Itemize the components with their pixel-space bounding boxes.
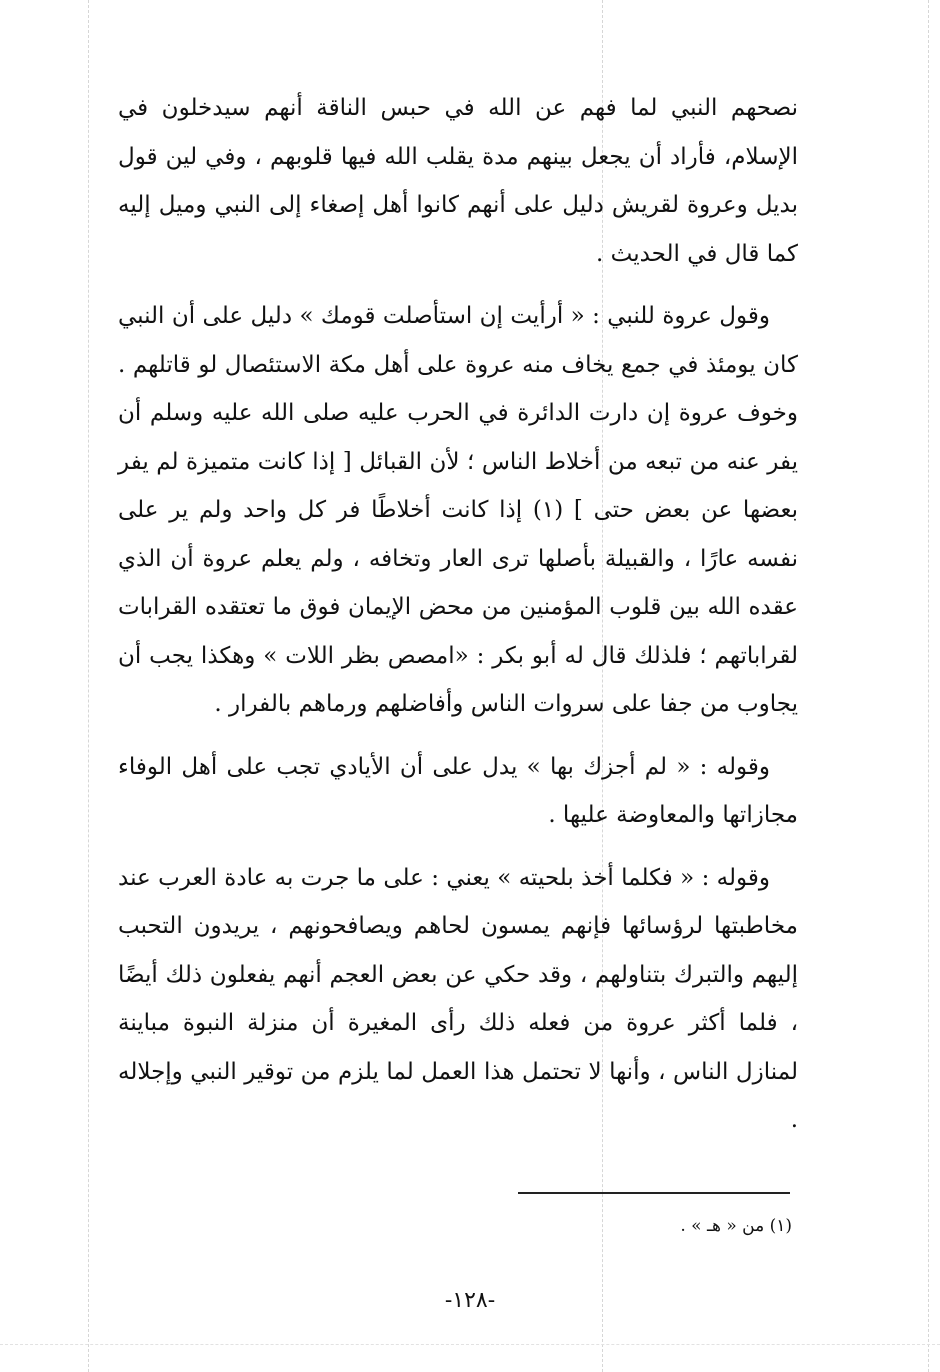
scan-guide-bottom	[0, 1344, 940, 1345]
paragraph-2: وقول عروة للنبي : « أرأيت إن استأصلت قومك » دليل على أن النبي كان يومئذ في جمع يخاف منه عروة على أهل مكة الاستئصال لو قاتلهم . وخوف عروة إن دارت الدائرة في الحرب عليه صلى الله عليه وسلم أن يفر عنه من تبعه من أخلاط الناس ؛ لأن القبائل [ إذا كانت متميزة لم يفر بعضها عن بعض حتى ] (١) إذا كانت أخلاطًا فر كل واحد ولم ير على نفسه عارًا ، والقبيلة بأصلها ترى العار وتخافه ، ولم يعلم عروة أن الذي عقده الله بين قلوب المؤمنين من محض الإيمان فوق ما تعتقده القرابات لقراباتهم ؛ فلذلك قال له أبو بكر : «امصص بظر اللات » وهكذا يجب أن يجاوب من جفا على سروات الناس وأفاضلهم ورماهم بالفرار .	[118, 303, 798, 717]
footnote-separator	[518, 1192, 790, 1194]
scan-guide-left	[88, 0, 89, 1372]
scan-guide-right	[928, 0, 929, 1372]
paragraph-1: نصحهم النبي لما فهم عن الله في حبس الناقة أنهم سيدخلون في الإسلام، فأراد أن يجعل بينهم مدة يقلب الله فيها قلوبهم ، وفي لين قول بديل وعروة لقريش دليل على أنهم كانوا أهل إصغاء إلى النبي وميل إليه كما قال في الحديث .	[118, 95, 798, 267]
paragraph-4: وقوله : « فكلما أخذ بلحيته » يعني : على ما جرت به عادة العرب عند مخاطبتها لرؤسائها فإنهم يمسون لحاهم ويصافحونهم ، يريدون التحبب إليهم والتبرك بتناولهم ، وقد حكي عن بعض العجم أنهم يفعلون ذلك أيضًا ، فلما أكثر عروة من فعله ذلك رأى المغيرة أن منزلة النبوة مباينة لمنازل الناس ، وأنها لا تحتمل هذا العمل لما يلزم من توقير النبي وإجلاله .	[118, 864, 798, 1133]
main-text	[118, 84, 798, 1159]
paragraph-3: وقوله : « لم أجزك بها » يدل على أن الأيادي تجب على أهل الوفاء مجازاتها والمعاوضة عليها .	[118, 753, 798, 828]
page-number: -١٢٨-	[444, 1288, 496, 1313]
footnote: (١) من « هـ » .	[680, 1216, 792, 1236]
